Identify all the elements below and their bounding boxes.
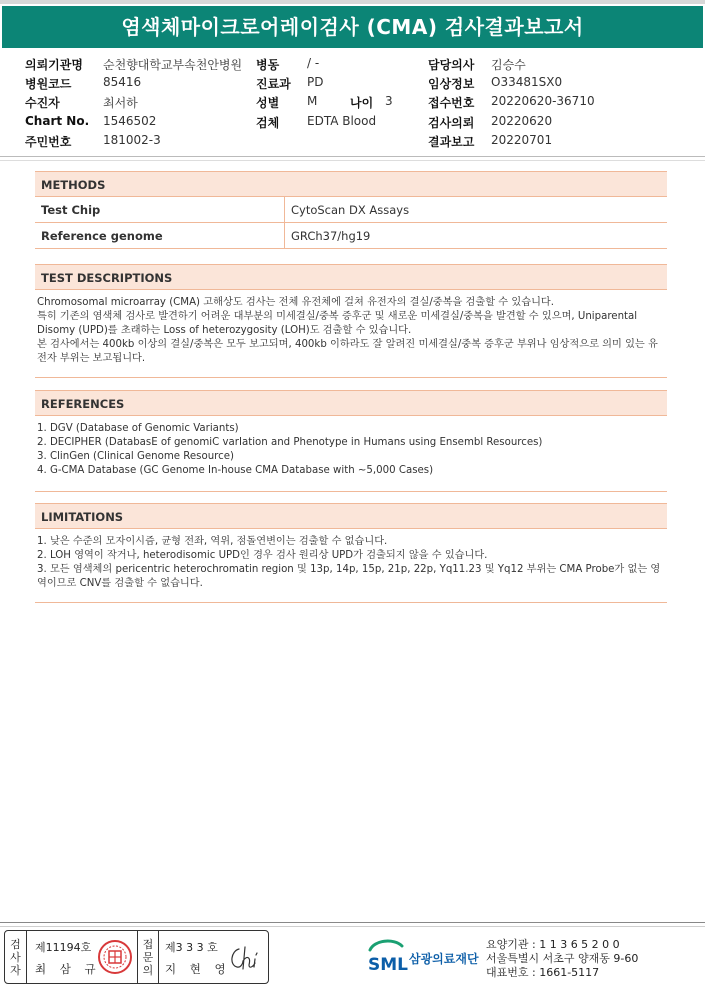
limitations-body (35, 529, 667, 599)
org-address: 서울특별시 서초구 양재동 9-60 (486, 952, 639, 965)
reference-genome-value: GRCh37/hg19 (291, 229, 371, 243)
request-date-label: 검사의뢰 (428, 116, 475, 130)
age-value: 3 (385, 94, 393, 108)
reference-item: 4. G-CMA Database (GC Genome In-house CMA Database with ~5,000 Cases) (37, 465, 434, 476)
request-date-value: 20220620 (491, 114, 553, 128)
resident-no-label: 주민번호 (25, 135, 72, 149)
tester-license: 제11194호 (35, 941, 92, 954)
receipt-no-value: 20220620-36710 (491, 94, 595, 108)
test-descriptions-heading: TEST DESCRIPTIONS (35, 264, 667, 290)
reference-item: 1. DGV (Database of Genomic Variants) (37, 423, 239, 434)
institution-value: 순천향대학교부속천안병원 (103, 58, 243, 72)
sex-label: 성별 (256, 96, 280, 110)
report-date-label: 결과보고 (428, 135, 475, 149)
specimen-label: 검체 (256, 116, 280, 130)
reference-genome-label: Reference genome (35, 223, 285, 248)
reviewer-name: 지 현 영 (165, 962, 231, 976)
org-info (486, 938, 638, 980)
age-label: 나이 (350, 96, 374, 110)
tester-name: 최 삼 규 (35, 962, 101, 976)
hospital-code-value: 85416 (103, 75, 142, 89)
limitations-heading: LIMITATIONS (35, 503, 667, 529)
test-description-line: Chromosomal microarray (CMA) 고해상도 검사는 전체 유전체에 걸쳐 유전자의 결실/중복을 검출할 수 있습니다. (37, 297, 554, 308)
hospital-code-label: 병원코드 (25, 77, 72, 91)
doctor-label: 담당의사 (428, 58, 475, 72)
report-title: 염색체마이크로어레이검사 (CMA) 검사결과보고서 (2, 6, 703, 48)
care-institution-no: 요양기관 : 1 1 3 6 5 2 0 0 (486, 938, 620, 951)
references-heading: REFERENCES (35, 390, 667, 416)
department-value: PD (307, 75, 324, 89)
references-body (35, 416, 667, 486)
footer-divider-secondary (0, 926, 705, 927)
chart-no-label: Chart No. (25, 114, 90, 128)
ward-value: / - (307, 56, 320, 70)
doctor-value: 김승수 (491, 58, 526, 72)
chart-no-value: 1546502 (103, 114, 157, 128)
limitation-item: 3. 모든 염색체의 pericentric heterochromatin region 및 13p, 14p, 15p, 21p, 22p, Yq11.23 및 Yq12 부위는 CMA Probe가 없는 영역이므로 CNV를 검출할 수 없습니다. (37, 564, 661, 589)
test-description-line: 특히 기존의 염색체 검사로 발견하기 어려운 대부분의 미세결실/중복 증후군 및 새로운 미세결실/중복을 발견할 수 있으며, Uniparental Disomy (UPD)를 초래하는 Loss of heterozygosity (LOH)도 검출할 수 있습니다. (37, 311, 638, 336)
header-divider-secondary (0, 160, 705, 161)
receipt-no-label: 접수번호 (428, 96, 475, 110)
clinical-info-value: O33481SX0 (491, 75, 563, 89)
logo-text: SML (368, 955, 408, 975)
reviewer-label: 접 문 의 (137, 931, 159, 983)
patient-value: 최서하 (103, 96, 138, 110)
department-label: 진료과 (256, 77, 291, 91)
methods-heading: METHODS (35, 171, 667, 197)
test-chip-value: CytoScan DX Assays (291, 203, 410, 217)
reference-item: 2. DECIPHER (DatabasE of genomiC varIation and Phenotype in Humans using Ensembl Resources) (37, 437, 543, 448)
tester-label: 검 사 자 (5, 931, 27, 983)
specimen-value: EDTA Blood (307, 114, 377, 128)
top-border (0, 0, 705, 4)
methods-section (35, 171, 667, 249)
test-descriptions-body (35, 290, 667, 374)
ward-label: 병동 (256, 58, 280, 72)
test-chip-label: Test Chip (35, 197, 285, 222)
reviewer-signature-icon (227, 943, 265, 973)
limitation-item: 2. LOH 영역이 작거나, heterodisomic UPD인 경우 검사 원리상 UPD가 검출되지 않을 수 있습니다. (37, 550, 488, 561)
patient-info (0, 54, 705, 154)
report-date-value: 20220701 (491, 133, 553, 147)
patient-label: 수진자 (25, 96, 60, 110)
org-name: 삼광의료재단 (409, 952, 479, 966)
tester-seal-icon (97, 939, 133, 975)
methods-row-chip (35, 197, 667, 223)
signature-box (4, 930, 269, 984)
institution-label: 의뢰기관명 (25, 58, 83, 72)
resident-no-value: 181002-3 (103, 133, 161, 147)
header-divider (0, 156, 705, 157)
limitation-item: 1. 낮은 수준의 모자이시즘, 균형 전좌, 역위, 점돌연변이는 검출할 수 없습니다. (37, 536, 388, 547)
footer-divider (0, 922, 705, 923)
sex-value: M (307, 94, 318, 108)
clinical-info-label: 임상정보 (428, 77, 475, 91)
methods-row-genome (35, 223, 667, 249)
reference-item: 3. ClinGen (Clinical Genome Resource) (37, 451, 234, 462)
limitations-section (35, 503, 667, 603)
org-phone: 대표번호 : 1661-5117 (486, 966, 600, 979)
test-description-line: 본 검사에서는 400kb 이상의 결실/중복은 모두 보고되며, 400kb 이하라도 잘 알려진 미세결실/중복 증후군 부위나 임상적으로 의미 있는 유전자 부위는 보고됩니다. (37, 339, 658, 364)
reviewer-license: 제3 3 3 호 (165, 941, 218, 954)
test-descriptions-section (35, 264, 667, 378)
references-section (35, 390, 667, 492)
